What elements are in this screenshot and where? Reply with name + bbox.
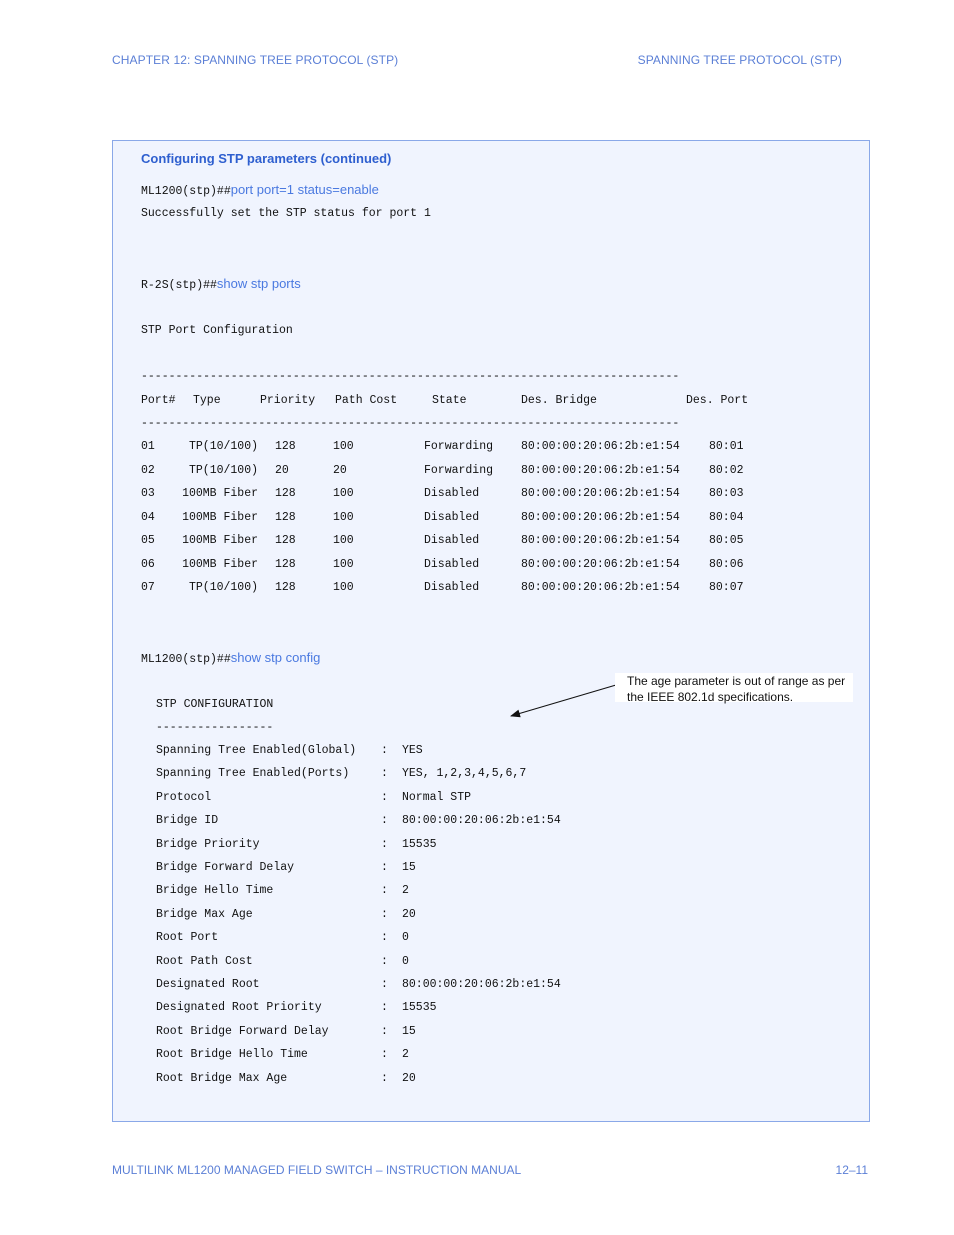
config-label: Root Bridge Max Age bbox=[156, 1071, 288, 1085]
cli-prompt: R-2S(stp)## bbox=[141, 279, 217, 292]
table-cell: 05 bbox=[141, 534, 155, 547]
table-header-cell: Des. Bridge bbox=[521, 394, 597, 407]
table-cell: TP(10/100) bbox=[188, 440, 258, 453]
table-cell: TP(10/100) bbox=[188, 463, 258, 477]
table-cell: 128 bbox=[275, 510, 296, 524]
table-cell: 100MB Fiber bbox=[182, 557, 258, 571]
config-value: Normal STP bbox=[402, 790, 472, 804]
table-cell: 80:05 bbox=[709, 534, 744, 547]
table-cell: 100 bbox=[333, 557, 354, 571]
table-header-cell: Priority bbox=[260, 394, 316, 407]
table-rule-top: ------------------------------------------------------------------------------ bbox=[141, 370, 680, 383]
table-cell: 80:00:00:20:06:2b:e1:54 bbox=[521, 440, 680, 453]
config-value: YES, 1,2,3,4,5,6,7 bbox=[402, 767, 527, 781]
config-value: 20 bbox=[402, 907, 416, 921]
config-value: 2 bbox=[402, 884, 409, 898]
config-colon: : bbox=[381, 907, 388, 921]
table-cell: 80:00:00:20:06:2b:e1:54 bbox=[521, 581, 680, 594]
config-label: Bridge Priority bbox=[156, 837, 260, 851]
config-value: 0 bbox=[402, 954, 409, 968]
config-colon: : bbox=[381, 1024, 388, 1038]
table-cell: Forwarding bbox=[424, 440, 494, 453]
annotation-arrow-icon bbox=[505, 681, 625, 721]
table-cell: 100MB Fiber bbox=[182, 534, 258, 547]
config-colon: : bbox=[381, 978, 388, 991]
table-cell: Disabled bbox=[424, 510, 480, 524]
table-cell: 80:00:00:20:06:2b:e1:54 bbox=[521, 534, 680, 547]
table-cell: 07 bbox=[141, 581, 155, 594]
config-value: YES bbox=[402, 744, 423, 757]
table-cell: 100 bbox=[333, 581, 354, 594]
table-cell: 20 bbox=[275, 463, 289, 477]
table-cell: 100MB Fiber bbox=[182, 510, 258, 524]
table-cell: 06 bbox=[141, 557, 155, 571]
config-colon: : bbox=[381, 744, 388, 757]
cli-command: show stp config bbox=[230, 650, 321, 665]
example-box bbox=[112, 140, 870, 1122]
table-cell: 100 bbox=[333, 534, 354, 547]
config-colon: : bbox=[381, 790, 388, 804]
annotation-note: The age parameter is out of range as per the IEEE 802.1d specifications. bbox=[615, 673, 853, 702]
table-header-cell: Path Cost bbox=[335, 394, 398, 407]
table-header-cell: Des. Port bbox=[686, 394, 749, 407]
table-cell: TP(10/100) bbox=[188, 581, 258, 594]
table-rule-bottom: ------------------------------------------------------------------------------ bbox=[141, 417, 680, 430]
config-colon: : bbox=[381, 1048, 388, 1062]
box-title: Configuring STP parameters (continued) bbox=[141, 151, 392, 166]
table-cell: 02 bbox=[141, 463, 155, 477]
config-value: 15535 bbox=[402, 1001, 437, 1015]
config-value: 20 bbox=[402, 1071, 416, 1085]
table-header-cell: Port# bbox=[141, 394, 176, 407]
config-label: Spanning Tree Enabled(Global) bbox=[156, 744, 357, 757]
chapter-header: CHAPTER 12: SPANNING TREE PROTOCOL (STP) bbox=[112, 53, 399, 67]
config-colon: : bbox=[381, 861, 388, 874]
table-cell: 128 bbox=[275, 557, 296, 571]
table-cell: 03 bbox=[141, 487, 155, 500]
table-cell: 80:04 bbox=[709, 510, 744, 524]
table-cell: 80:01 bbox=[709, 440, 744, 453]
cli-command: show stp ports bbox=[216, 276, 301, 291]
config-label: Root Port bbox=[156, 931, 219, 945]
config-colon: : bbox=[381, 1001, 388, 1015]
command-line-1 bbox=[141, 181, 379, 199]
command-output: Successfully set the STP status for port 1 bbox=[141, 207, 431, 220]
config-label: Designated Root bbox=[156, 978, 260, 991]
table-cell: 80:06 bbox=[709, 557, 744, 571]
config-label: Root Bridge Forward Delay bbox=[156, 1024, 329, 1038]
cli-command: port port=1 status=enable bbox=[230, 182, 379, 197]
table-cell: Forwarding bbox=[424, 463, 494, 477]
table-cell: 80:07 bbox=[709, 581, 744, 594]
table-cell: 128 bbox=[275, 487, 296, 500]
table-cell: 100 bbox=[333, 440, 354, 453]
config-label: Protocol bbox=[156, 790, 212, 804]
cli-prompt: ML1200(stp)## bbox=[141, 185, 231, 198]
table-cell: 100 bbox=[333, 487, 354, 500]
table-cell: Disabled bbox=[424, 534, 480, 547]
config-colon: : bbox=[381, 884, 388, 898]
table-cell: 04 bbox=[141, 510, 155, 524]
config-value: 80:00:00:20:06:2b:e1:54 bbox=[402, 978, 561, 991]
config-value: 15 bbox=[402, 1024, 416, 1038]
table-cell: 100MB Fiber bbox=[182, 487, 258, 500]
config-label: Designated Root Priority bbox=[156, 1001, 322, 1015]
config-value: 2 bbox=[402, 1048, 409, 1062]
config-label: Bridge Max Age bbox=[156, 907, 253, 921]
config-value: 15535 bbox=[402, 837, 437, 851]
table-cell: 80:03 bbox=[709, 487, 744, 500]
table-header-cell: Type bbox=[193, 394, 221, 407]
config-label: Bridge ID bbox=[156, 814, 219, 828]
config-label: Bridge Hello Time bbox=[156, 884, 274, 898]
config-colon: : bbox=[381, 837, 388, 851]
table-cell: 80:00:00:20:06:2b:e1:54 bbox=[521, 487, 680, 500]
config-colon: : bbox=[381, 767, 388, 781]
config-value: 80:00:00:20:06:2b:e1:54 bbox=[402, 814, 561, 828]
table-cell: 128 bbox=[275, 534, 296, 547]
config-label: Root Bridge Hello Time bbox=[156, 1048, 308, 1062]
port-config-title: STP Port Configuration bbox=[141, 324, 293, 337]
config-colon: : bbox=[381, 1071, 388, 1085]
table-header-cell: State bbox=[432, 394, 467, 407]
config-title: STP CONFIGURATION bbox=[156, 698, 274, 711]
config-label: Spanning Tree Enabled(Ports) bbox=[156, 767, 350, 781]
table-cell: 80:00:00:20:06:2b:e1:54 bbox=[521, 557, 680, 571]
table-cell: 80:02 bbox=[709, 463, 744, 477]
config-rule: ----------------- bbox=[156, 721, 274, 734]
table-cell: 01 bbox=[141, 440, 155, 453]
table-cell: 128 bbox=[275, 581, 296, 594]
table-cell: Disabled bbox=[424, 581, 480, 594]
table-cell: 128 bbox=[275, 440, 296, 453]
table-cell: 100 bbox=[333, 510, 354, 524]
table-cell: Disabled bbox=[424, 487, 480, 500]
table-cell: 80:00:00:20:06:2b:e1:54 bbox=[521, 463, 680, 477]
command-line-3 bbox=[141, 649, 320, 667]
table-cell: 20 bbox=[333, 463, 347, 477]
config-value: 15 bbox=[402, 861, 416, 874]
config-colon: : bbox=[381, 954, 388, 968]
table-cell: Disabled bbox=[424, 557, 480, 571]
page-number: 12–11 bbox=[835, 1163, 868, 1177]
config-colon: : bbox=[381, 814, 388, 828]
config-colon: : bbox=[381, 931, 388, 945]
section-header: SPANNING TREE PROTOCOL (STP) bbox=[637, 53, 842, 67]
config-label: Bridge Forward Delay bbox=[156, 861, 295, 874]
cli-prompt: ML1200(stp)## bbox=[141, 653, 231, 666]
table-cell: 80:00:00:20:06:2b:e1:54 bbox=[521, 510, 680, 524]
config-label: Root Path Cost bbox=[156, 954, 253, 968]
command-line-2 bbox=[141, 275, 301, 293]
manual-title-footer: MULTILINK ML1200 MANAGED FIELD SWITCH – INSTRUCTION MANUAL bbox=[112, 1163, 522, 1177]
config-value: 0 bbox=[402, 931, 409, 945]
